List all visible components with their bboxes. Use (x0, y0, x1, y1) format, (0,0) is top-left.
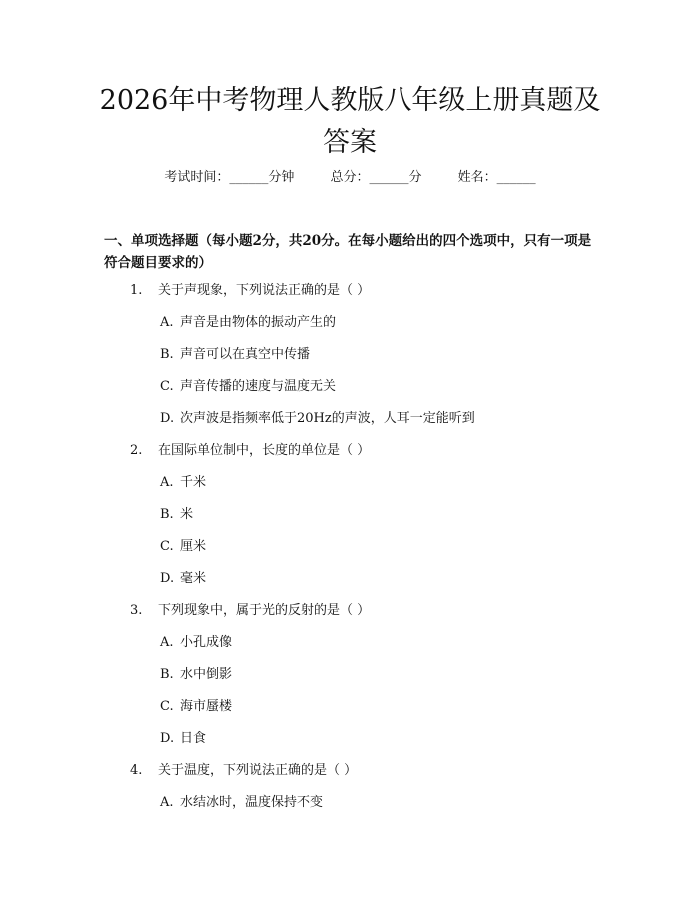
option-text: 千米 (180, 475, 207, 490)
option-letter: C. (160, 539, 174, 554)
info-exam-time: 考试时间：______分钟 (164, 170, 295, 185)
question-number: 3. (130, 603, 143, 618)
option-letter: B. (160, 347, 174, 362)
option-text: 海市蜃楼 (180, 699, 233, 714)
option-item (160, 410, 475, 428)
option-item (160, 634, 232, 652)
question-item (130, 762, 357, 780)
option-letter: B. (160, 507, 174, 522)
option-text: 水中倒影 (180, 667, 233, 682)
info-total-score: 总分：______分 (330, 170, 422, 185)
option-item (160, 474, 206, 492)
page-title: 2026年中考物理人教版八年级上册真题及答案 (99, 85, 601, 158)
option-item (160, 314, 336, 332)
exam-info-row (0, 168, 700, 188)
option-letter: D. (160, 731, 175, 746)
exam-time-blank: ______ (229, 170, 269, 185)
option-letter: D. (160, 571, 175, 586)
option-item (160, 506, 193, 524)
question-text: 在国际单位制中，长度的单位是（ ） (158, 443, 371, 458)
option-item (160, 698, 232, 716)
option-letter: C. (160, 699, 174, 714)
option-letter: A. (160, 795, 174, 810)
question-item (130, 442, 370, 460)
option-text: 声音是由物体的振动产生的 (180, 315, 337, 330)
option-text: 日食 (180, 731, 207, 746)
option-text: 声音可以在真空中传播 (180, 347, 311, 362)
question-number: 4. (130, 763, 143, 778)
option-letter: A. (160, 635, 174, 650)
option-text: 声音传播的速度与温度无关 (180, 379, 337, 394)
total-score-blank: ______ (369, 170, 409, 185)
option-letter: A. (160, 315, 174, 330)
option-item (160, 570, 206, 588)
option-text: 米 (180, 507, 194, 522)
option-letter: D. (160, 411, 175, 426)
question-text: 关于温度，下列说法正确的是（ ） (158, 763, 358, 778)
option-item (160, 538, 206, 556)
info-name: 姓名：______ (457, 170, 536, 185)
option-letter: C. (160, 379, 174, 394)
section-heading: 一、单项选择题（每小题2分，共20分。在每小题给出的四个选项中，只有一项是符合题目要求的） (104, 233, 592, 271)
option-text: 次声波是指频率低于20Hz的声波，人耳一定能听到 (180, 411, 475, 426)
question-number: 2. (130, 443, 143, 458)
question-text: 关于声现象，下列说法正确的是（ ） (158, 283, 371, 298)
option-item (160, 378, 336, 396)
question-text: 下列现象中，属于光的反射的是（ ） (158, 603, 371, 618)
name-blank: ______ (496, 170, 536, 185)
option-letter: B. (160, 667, 174, 682)
option-letter: A. (160, 475, 174, 490)
option-item (160, 346, 310, 364)
option-item (160, 666, 232, 684)
question-item (130, 602, 370, 620)
option-text: 小孔成像 (180, 635, 233, 650)
question-number: 1. (130, 283, 143, 298)
question-item (130, 282, 370, 300)
option-item (160, 730, 206, 748)
option-item (160, 794, 323, 812)
option-text: 厘米 (180, 539, 207, 554)
option-text: 毫米 (180, 571, 207, 586)
option-text: 水结冰时，温度保持不变 (180, 795, 324, 810)
